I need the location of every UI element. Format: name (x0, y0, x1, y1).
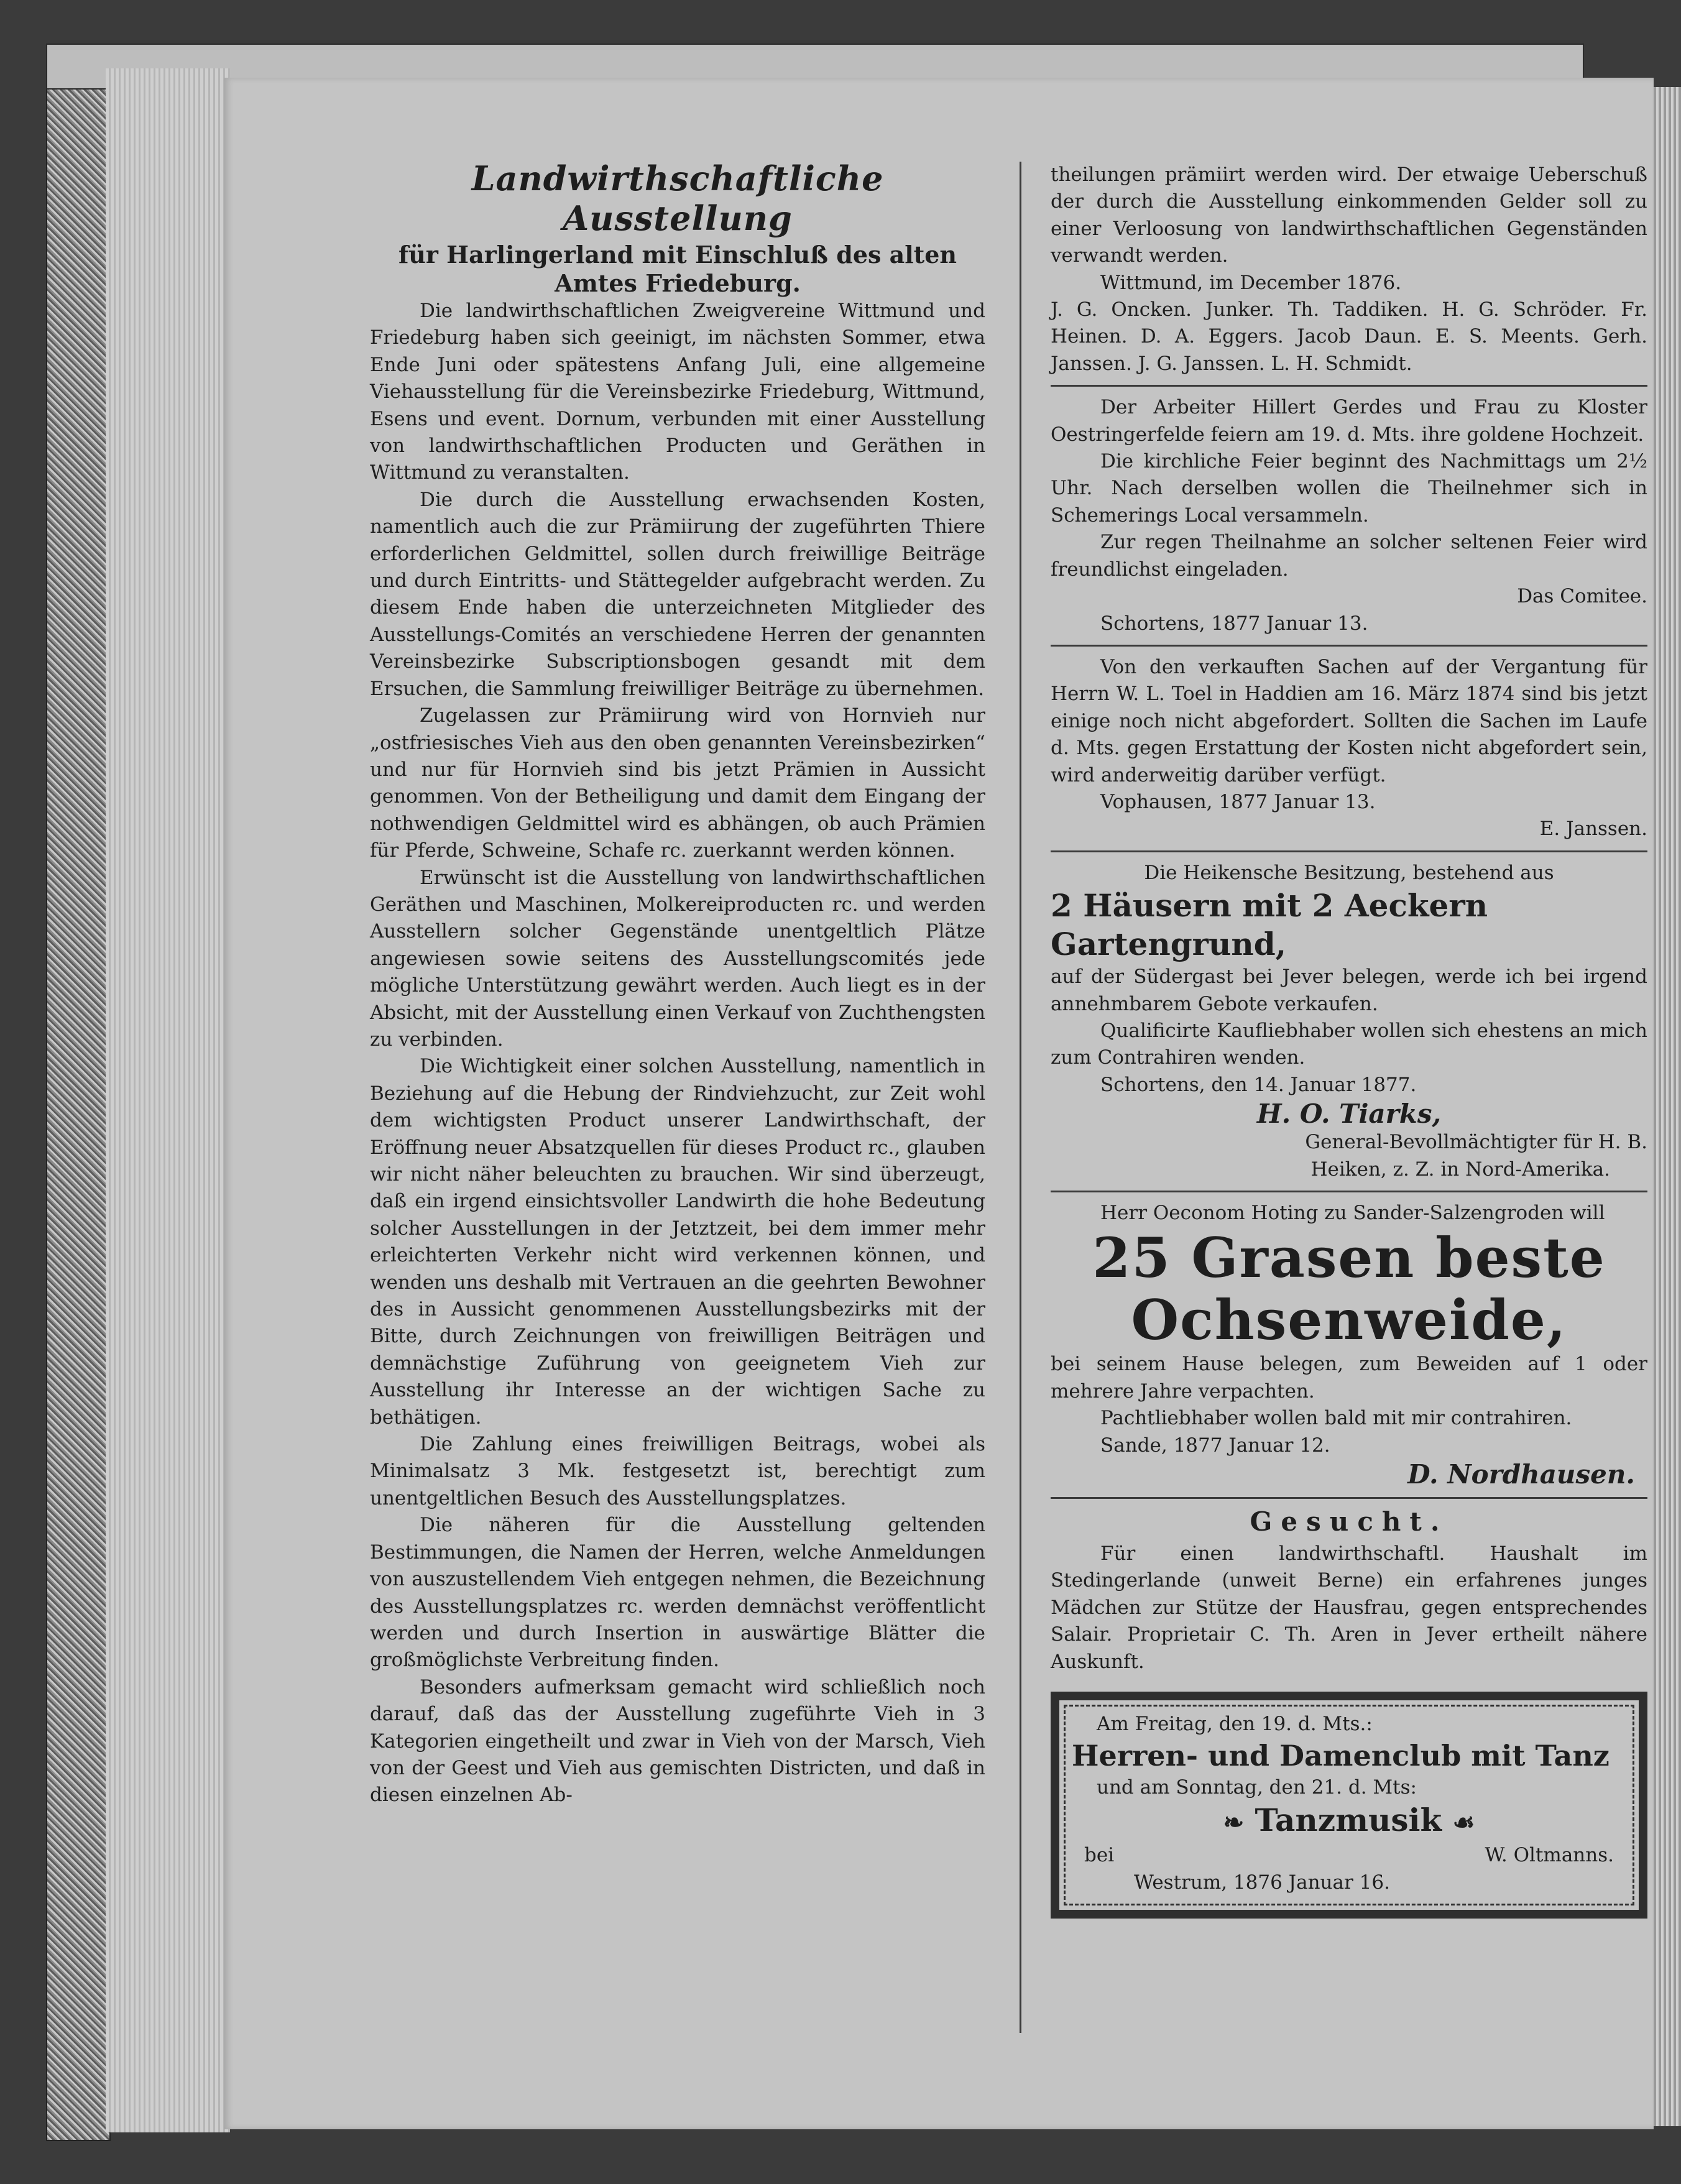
flourish-ornament-icon: ❧ (1223, 1808, 1245, 1838)
dance-ad-host-line (1084, 1842, 1614, 1869)
separator (1051, 385, 1647, 387)
property-notice-role: Heiken, z. Z. in Nord-Amerika. (1310, 1158, 1610, 1181)
article-paragraph: Die durch die Ausstellung erwachsenden Kosten, namentlich auch die zur Prämiirung der zugeführten Thiere erforderlichen Geldmittel, sollen durch freiwillige Beiträge und durch Eintritts- und Stättegelder aufgebracht werden. Zu diesem Ende haben die unterzeichneten Mitglieder des Ausstellungs-Comités an verschiedene Herren der genannten Vereinsbezirke Subscriptionsbogen gesandt mit dem Ersuchen, die Sammlung freiwilliger Beiträge zu übernehmen. (370, 488, 985, 700)
flourish-ornament-icon: ☙ (1452, 1808, 1475, 1838)
property-notice-date: Schortens, den 14. Januar 1877. (1100, 1073, 1417, 1096)
article-paragraph: Die landwirthschaftlichen Zweigvereine Wittmund und Friedeburg haben sich geeinigt, im nächsten Sommer, etwa Ende Juni oder spätestens Anfang Juli, eine allgemeine Viehausstellung für die Vereinsbezirke Friedeburg, Wittmund, Esens und event. Dornum, verbunden mit einer Ausstellung von landwirthschaftlichen Producten und Geräthen in Wittmund zu veranstalten. (370, 300, 985, 484)
article-paragraph: Besonders aufmerksam gemacht wird schließlich noch darauf, daß das der Ausstellung zugeführte Vieh in 3 Kategorien eingetheilt und zwar in Vieh von der Marsch, Vieh von der Geest und Vieh aus gemischten Districten, und daß in diesen einzelnen Ab- (370, 1675, 985, 1807)
wedding-notice-text: Der Arbeiter Hillert Gerdes und Frau zu Kloster Oestringerfelde feiern am 19. d. Mts. ihre goldene Hochzeit. (1051, 396, 1647, 446)
property-notice-intro: Die Heikensche Besitzung, bestehend aus (1144, 861, 1554, 884)
auction-notice-date: Vophausen, 1877 Januar 13. (1100, 790, 1376, 813)
dance-ad-headline (1072, 1801, 1626, 1842)
dance-ad-date: Am Freitag, den 19. d. Mts.: (1097, 1713, 1373, 1736)
wanted-notice-heading: Gesucht. (1250, 1506, 1448, 1537)
dance-ad-club: Herren- und Damenclub mit Tanz (1072, 1739, 1610, 1773)
dance-ad-place-date: Westrum, 1876 Januar 16. (1134, 1871, 1390, 1894)
article-paragraph: Die Zahlung eines freiwilligen Beitrags, wobei als Minimalsatz 3 Mk. festgesetzt ist, berechtigt zum unentgeltlichen Besuch des Ausstellungsplatzes. (370, 1433, 985, 1509)
separator (1051, 1497, 1647, 1499)
wedding-notice-date: Schortens, 1877 Januar 13. (1100, 612, 1368, 635)
right-page-edge (1654, 87, 1681, 2126)
notices-column (1051, 162, 1647, 1919)
property-notice-text: auf der Südergast bei Jever belegen, werde ich bei irgend annehmbarem Gebote verkaufen. (1051, 965, 1647, 1015)
separator (1051, 1191, 1647, 1192)
separator (1051, 645, 1647, 647)
property-notice-headline: 2 Häusern mit 2 Aeckern Gartengrund, (1051, 887, 1488, 963)
article-paragraph: Zugelassen zur Prämiirung wird von Hornvieh nur „ostfriesisches Vieh aus den oben genannten Vereinsbezirken“ und nur für Hornvieh sind bis jetzt Prämien in Aussicht genommen. Von der Betheiligung und damit dem Eingang der nothwendigen Geldmittel wird es abhängen, ob auch Prämien für Pferde, Schweine, Schafe rc. zuerkannt werden können. (370, 704, 985, 862)
wedding-notice-signature: Das Comitee. (1517, 585, 1647, 608)
article-signatories: J. G. Oncken. Junker. Th. Taddiken. H. G. Schröder. Fr. Heinen. D. A. Eggers. Jacob Daun. E. S. Meents. Gerh. Janssen. J. G. Janssen. L. H. Schmidt. (1051, 298, 1647, 375)
pasture-notice-text: Pachtliebhaber wollen bald mit mir contrahiren. (1100, 1407, 1572, 1430)
pasture-notice-date: Sande, 1877 Januar 12. (1100, 1434, 1330, 1457)
dance-ad-host: W. Oltmanns. (1485, 1844, 1614, 1867)
article-subtitle: für Harlingerland mit Einschluß des alten Amtes Friedeburg. (398, 241, 957, 297)
article-place-date: Wittmund, im December 1876. (1100, 271, 1402, 294)
wedding-notice-text: Die kirchliche Feier beginnt des Nachmittags um 2½ Uhr. Nach derselben wollen die Theilnehmer sich in Schemerings Local versammeln. (1051, 450, 1647, 527)
pasture-notice-text: bei seinem Hause belegen, zum Beweiden auf 1 oder mehrere Jahre verpachten. (1051, 1353, 1647, 1403)
property-notice-role: General-Bevollmächtigter für H. B. (1305, 1131, 1647, 1154)
pasture-notice-name: D. Nordhausen. (1407, 1459, 1635, 1490)
article-paragraph: Erwünscht ist die Ausstellung von landwirthschaftlichen Geräthen und Maschinen, Molkereiproducten rc. und werden Ausstellern solcher Gegenstände unentgeltlich Plätze angewiesen sowie seitens des Ausstellungscomités jede mögliche Unterstützung gewährt werden. Auch liegt es in der Absicht, mit der Ausstellung einen Verkauf von Zuchthengsten zu verbinden. (370, 866, 985, 1051)
auction-notice-signature: E. Janssen. (1539, 818, 1647, 841)
article-column (370, 159, 985, 1809)
pasture-notice-intro: Herr Oeconom Hoting zu Sander-Salzengroden will (1100, 1202, 1605, 1224)
wedding-notice-text: Zur regen Theilnahme an solcher seltenen Feier wird freundlichst eingeladen. (1051, 531, 1647, 581)
page-stack-edges (106, 68, 230, 2132)
dance-advertisement-box (1051, 1692, 1647, 1919)
dance-ad-title: Tanzmusik (1255, 1802, 1442, 1839)
article-paragraph: Die Wichtigkeit einer solchen Ausstellung, namentlich in Beziehung auf die Hebung der Rindviehzucht, zur Zeit wohl dem wichtigsten Product unserer Landwirthschaft, der Eröffnung neuer Absatzquellen für dieses Product rc., glauben wir nicht näher beleuchten zu brauchen. Wir sind überzeugt, daß ein irgend einsichtsvoller Landwirth die hohe Bedeutung solcher Ausstellungen in der Jetztzeit, bei dem immer mehr erleichterten Verkehr nicht wird verkennen können, und wenden uns deshalb mit Vertrauen an die geehrten Bewohner des in Aussicht genommenen Ausstellungsbezirks mit der Bitte, durch Zeichnungen von freiwilligen Beiträgen und demnächstige Zuführung von geeignetem Vieh zur Ausstellung ihr Interesse an der wichtigen Sache zu bethätigen. (370, 1055, 985, 1429)
property-notice-text: Qualificirte Kaufliebhaber wollen sich ehestens an mich zum Contrahiren wenden. (1051, 1019, 1647, 1069)
article-continuation: theilungen prämiirt werden wird. Der etwaige Ueberschuß der durch die Ausstellung einkommenden Gelder soll zu einer Verloosung von landwirthschaftlichen Gegenständen verwandt werden. (1051, 164, 1647, 267)
column-divider (1020, 162, 1021, 2033)
pasture-notice-headline: 25 Grasen beste Ochsenweide, (1092, 1225, 1606, 1353)
dance-ad-bei: bei (1084, 1844, 1115, 1867)
article-title: Landwirthschaftliche Ausstellung (471, 159, 884, 238)
wanted-notice-text: Für einen landwirthschaftl. Haushalt im Stedingerlande (unweit Berne) ein erfahrenes junges Mädchen zur Stütze der Hausfrau, gegen entsprechendes Salair. Proprietair C. Th. Aren in Jever ertheilt nähere Auskunft. (1051, 1542, 1647, 1673)
book-spine (46, 44, 111, 2141)
property-notice-name: H. O. Tiarks, (1256, 1099, 1442, 1130)
article-paragraph: Die näheren für die Ausstellung geltenden Bestimmungen, die Namen der Herren, welche Anmeldungen von auszustellendem Vieh entgegen nehmen, die Bezeichnung des Ausstellungsplatzes rc. werden demnächst veröffentlicht werden und durch Insertion in auswärtige Blätter die großmöglichste Verbreitung finden. (370, 1514, 985, 1672)
auction-notice-text: Von den verkauften Sachen auf der Vergantung für Herrn W. L. Toel in Haddien am 16. März 1874 sind bis jetzt einige noch nicht abgefordert. Sollten die Sachen im Laufe d. Mts. gegen Erstattung der Kosten nicht abgefordert sein, wird anderweitig darüber verfügt. (1051, 655, 1647, 786)
dance-ad-sunday: und am Sonntag, den 21. d. Mts: (1097, 1776, 1417, 1799)
separator (1051, 850, 1647, 852)
